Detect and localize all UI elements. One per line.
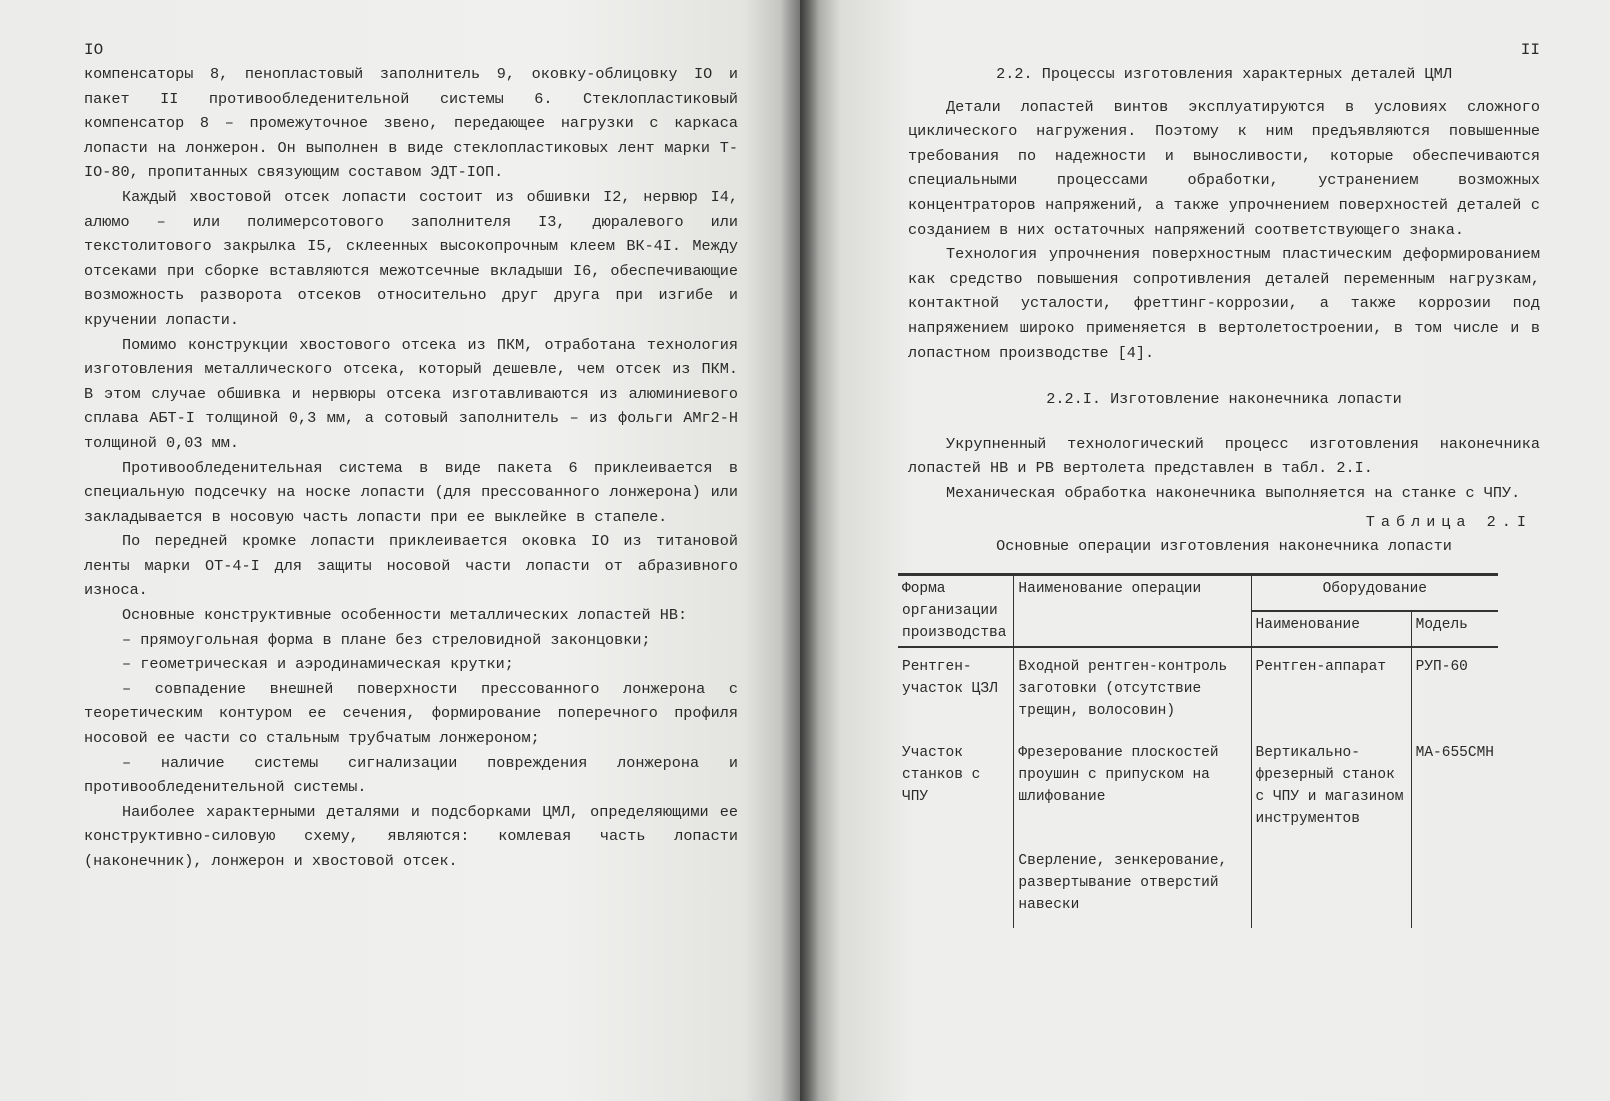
cell-model: РУП-60 (1411, 647, 1498, 734)
header-equipment-name: Наименование (1251, 611, 1411, 647)
paragraph: Противообледенительная система в виде пакета 6 приклеивается в специальную подсечку на носке лопасти (для прессованного лонжерона) или закладывается в носовую часть лопасти при ее выклейке в стапеле. (84, 458, 738, 526)
section-heading: 2.2. Процессы изготовления характерных деталей ЦМЛ (996, 65, 1452, 83)
right-page (800, 0, 1610, 1101)
page-number-right: II (1520, 41, 1540, 59)
cell-operation: Сверление, зенкерование, развертывание отверстий навески (1014, 842, 1251, 928)
paragraph: Каждый хвостовой отсек лопасти состоит из обшивки I2, нервюр I4, алюмо – или полимерсотового заполнителя I3, дюралевого или текстолитового закрылка I5, склеенных высокопрочным клеем ВК-4I. Между отсеками при сборке вставляются межотсечные вкладыши I6, обеспечивающие возможность разворота отсеков относительно друг друга при изгибе и кручении лопасти. (84, 187, 738, 329)
paragraph: Механическая обработка наконечника выполняется на станке с ЧПУ. (946, 483, 1521, 502)
cell-equipment (1251, 842, 1411, 928)
table-caption: Основные операции изготовления наконечника лопасти (996, 537, 1452, 556)
header-form: Форма организации производства (898, 574, 1014, 647)
cell-operation: Фрезерование плоскостей проушин с припуском на шлифование (1014, 734, 1251, 842)
header-equipment-group: Оборудование (1251, 574, 1498, 611)
paragraph: По передней кромке лопасти приклеивается оковка IO из титановой ленты марки ОТ-4-I для защиты носовой части лопасти от абразивного износа. (84, 532, 738, 600)
table-row (898, 734, 1498, 842)
cell-operation: Входной рентген-контроль заготовки (отсутствие трещин, волосовин) (1014, 647, 1251, 734)
paragraph: Укрупненный технологический процесс изготовления наконечника лопастей НВ и РВ вертолета представлен в табл. 2.I. (908, 434, 1540, 478)
cell-form: Рентген-участок ЦЗЛ (898, 647, 1014, 734)
features-list (84, 628, 738, 800)
paragraph: Основные конструктивные особенности металлических лопастей НВ: (122, 606, 688, 625)
list-item: – наличие системы сигнализации повреждения лонжерона и противообледенительной системы. (84, 753, 738, 797)
list-item: – совпадение внешней поверхности прессованного лонжерона с теоретическим контуром ее сечения, формирование поперечного профиля носовой ее части со стальным трубчатым лонжероном; (84, 679, 738, 748)
left-page (0, 0, 800, 1101)
cell-form (898, 842, 1014, 928)
operations-table (898, 573, 1498, 928)
book-gutter (780, 0, 820, 1101)
table-label: Таблица 2.I (1365, 512, 1532, 531)
subsection-heading: 2.2.I. Изготовление наконечника лопасти (1046, 390, 1402, 409)
list-item: – прямоугольная форма в плане без стреловидной законцовки; (122, 630, 651, 649)
cell-equipment: Вертикально-фрезерный станок с ЧПУ и магазином инструментов (1251, 734, 1411, 842)
table-row (898, 647, 1498, 734)
page-number-left: IO (84, 41, 104, 59)
cell-form: Участок станков с ЧПУ (898, 734, 1014, 842)
header-model: Модель (1411, 611, 1498, 647)
header-operation: Наименование операции (1014, 574, 1251, 647)
paragraph: Наиболее характерными деталями и подсборками ЦМЛ, определяющими ее конструктивно-силовую схему, являются: комлевая часть лопасти (наконечник), лонжерон и хвостовой отсек. (84, 802, 738, 870)
paragraph: Технология упрочнения поверхностным пластическим деформированием как средство повышения сопротивления деталей переменным нагрузкам, контактной усталости, фреттинг-коррозии, а также коррозии под напряжением широко применяется в вертолетостроении, в том числе и в лопастном производстве [4]. (908, 245, 1540, 362)
paragraph: компенсаторы 8, пенопластовый заполнитель 9, оковку-облицовку IO и пакет II противообледенительной системы 6. Стеклопластиковый компенсатор 8 – промежуточное звено, передающее нагрузки с каркаса лопасти на лонжерон. Он выполнен в виде стеклопластиковых лент марки Т-IO-80, пропитанных связующим составом ЭДТ-IОП. (84, 65, 738, 182)
list-item: – геометрическая и аэродинамическая крутки; (122, 655, 514, 674)
table-row (898, 842, 1498, 928)
paragraph: Детали лопастей винтов эксплуатируются в условиях сложного циклического нагружения. Поэтому к ним предъявляются повышенные требования по надежности и выносливости, которые обеспечиваются специальными процессами обработки, устранением возможных концентраторов напряжений, а также упрочнением поверхностей деталей с созданием в них остаточных напряжений соответствующего знака. (908, 97, 1540, 239)
cell-model (1411, 842, 1498, 928)
cell-equipment: Рентген-аппарат (1251, 647, 1411, 734)
paragraph: Помимо конструкции хвостового отсека из ПКМ, отработана технология изготовления металлического отсека, который дешевле, чем отсек из ПКМ. В этом случае обшивка и нервюры отсека изготавливаются из алюминиевого сплава АБТ-I толщиной 0,3 мм, а сотовый заполнитель – из фольги АМг2-Н толщиной 0,03 мм. (84, 335, 738, 452)
cell-model: МА-655СМН (1411, 734, 1498, 842)
